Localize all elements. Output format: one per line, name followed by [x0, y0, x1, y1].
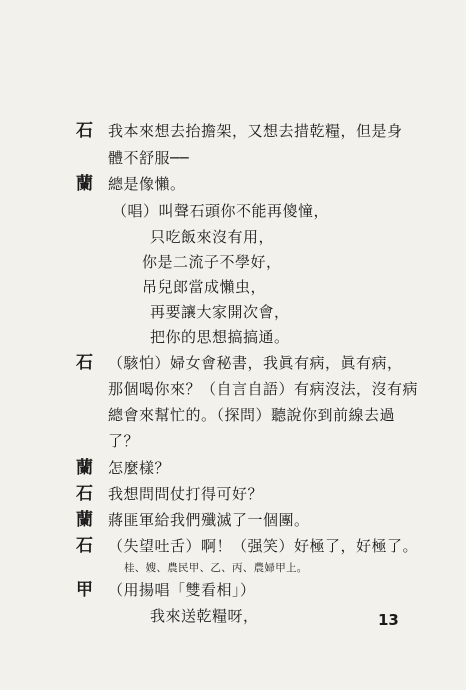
- line-text: 體不舒服──: [108, 149, 190, 167]
- line-text: 你是二流子不學好，: [142, 253, 282, 271]
- line-text: （駭怕）婦女會秘書，我眞有病，眞有病，: [108, 354, 403, 372]
- line-text: （用揚唱「雙看相」）: [108, 581, 256, 599]
- line-text: 只吃飯來沒有用，: [150, 228, 275, 246]
- dialogue-line: [0, 199, 466, 223]
- dialogue-line: [0, 119, 466, 143]
- dialogue-line: [0, 429, 466, 453]
- line-text: 我想問問仗打得可好？: [108, 485, 264, 503]
- speaker-label: 甲: [76, 580, 93, 600]
- verse-line: [0, 325, 466, 349]
- dialogue-line: [0, 508, 466, 532]
- line-text: 總會來幫忙的。（探問）聽說你到前線去過: [108, 406, 396, 424]
- speaker-label: 蘭: [76, 174, 93, 194]
- dialogue-line: [0, 172, 466, 196]
- speaker-label: 蘭: [76, 458, 93, 478]
- dialogue-line: [0, 456, 466, 480]
- speaker-label: 蘭: [76, 510, 93, 530]
- line-text: （唱）叫聲石頭你不能再傻憧，: [112, 202, 330, 220]
- verse-line: [0, 250, 466, 274]
- dialogue-line: [0, 482, 466, 506]
- page-number: 13: [378, 611, 399, 629]
- line-text: （失望吐舌）啊！（强笑）好極了，好極了。: [108, 537, 419, 555]
- line-text: 怎麼樣？: [108, 459, 171, 477]
- dialogue-line: [0, 377, 466, 401]
- line-text: 吊兒郎當成懶虫，: [142, 278, 267, 296]
- speaker-label: 石: [76, 536, 93, 556]
- line-text: 蔣匪軍給我們殲滅了一個團。: [108, 511, 310, 529]
- line-text: 了？: [108, 432, 140, 450]
- verse-line: [0, 300, 466, 324]
- verse-line: [0, 275, 466, 299]
- line-text: 把你的思想搞搞通。: [150, 328, 290, 346]
- line-text: 我本來想去抬擔架，又想去措乾糧，但是身: [108, 122, 403, 140]
- line-text: 那個喝你來？（自言自語）有病沒法，沒有病: [108, 380, 419, 398]
- dialogue-line: [0, 351, 466, 375]
- dialogue-line: [0, 534, 466, 558]
- speaker-label: 石: [76, 353, 93, 373]
- line-text: 我來送乾糧呀，: [150, 607, 259, 625]
- dialogue-line: [0, 578, 466, 602]
- speaker-label: 石: [76, 121, 93, 141]
- dialogue-line: [0, 403, 466, 427]
- speaker-label: 石: [76, 484, 93, 504]
- line-text: 總是像懶。: [108, 175, 186, 193]
- stage-direction: [0, 556, 466, 580]
- verse-line: [0, 225, 466, 249]
- line-text: 桂、嫂、農民甲、乙、丙、農婦甲上。: [124, 562, 308, 574]
- line-text: 再要讓大家開次會，: [150, 303, 290, 321]
- dialogue-line: [0, 146, 466, 170]
